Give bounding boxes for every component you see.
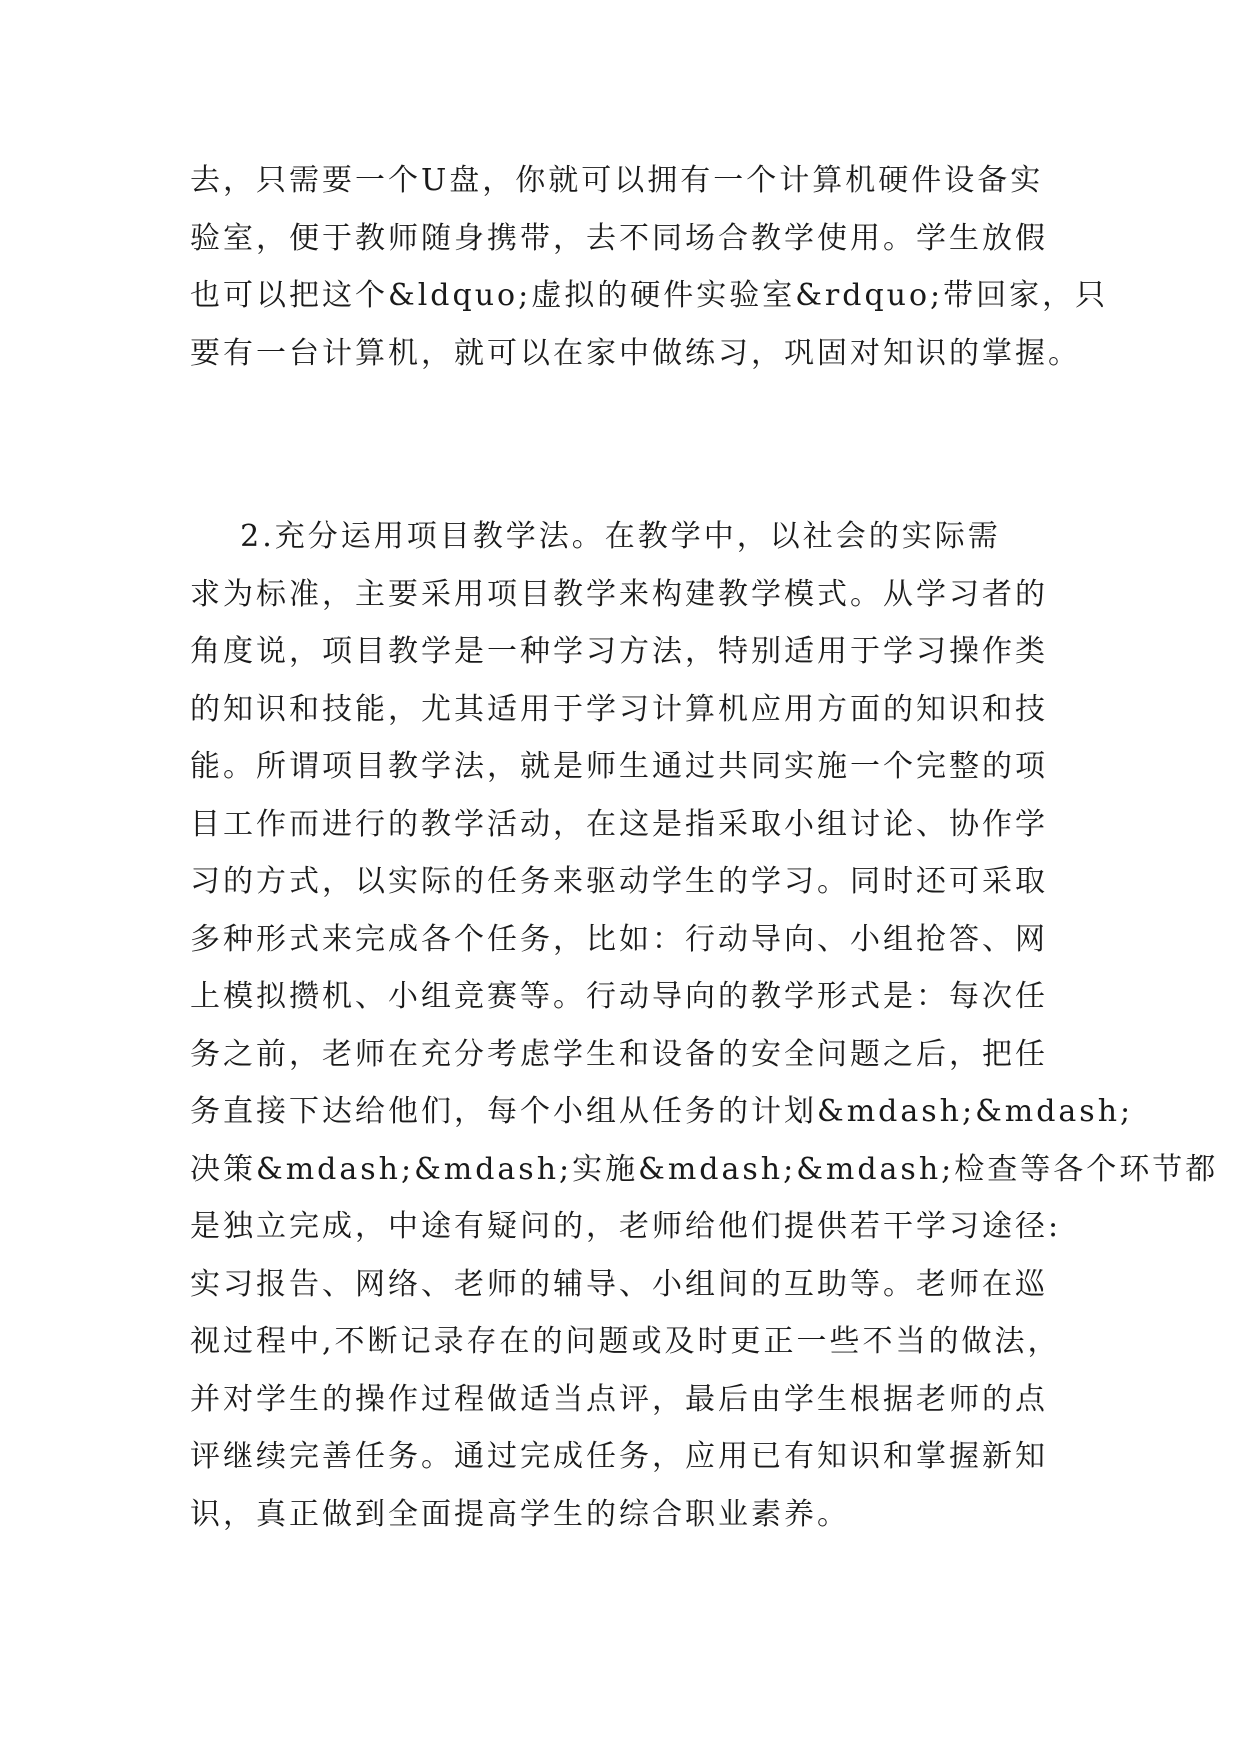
text-line: 也可以把这个&ldquo;虚拟的硬件实验室&rdquo;带回家，只 — [190, 278, 1109, 313]
text-line: 习的方式，以实际的任务来驱动学生的学习。同时还可采取 — [190, 864, 1048, 899]
text-line: 去，只需要一个U盘，你就可以拥有一个计算机硬件设备实 — [190, 163, 1044, 198]
text-line: 验室，便于教师随身携带，去不同场合教学使用。学生放假 — [190, 220, 1048, 256]
text-line: 实习报告、网络、老师的辅导、小组间的互助等。老师在巡 — [190, 1266, 1048, 1302]
text-line: 能。所谓项目教学法，就是师生通过共同实施一个完整的项 — [190, 749, 1048, 784]
text-line: 求为标准，主要采用项目教学来构建教学模式。从学习者的 — [190, 576, 1048, 612]
text-line: 的知识和技能，尤其适用于学习计算机应用方面的知识和技 — [190, 691, 1048, 727]
text-line: 评继续完善任务。通过完成任务，应用已有知识和掌握新知 — [190, 1439, 1048, 1474]
text-line: 识，真正做到全面提高学生的综合职业素养。 — [190, 1496, 850, 1532]
text-line: 角度说，项目教学是一种学习方法，特别适用于学习操作类 — [190, 634, 1048, 669]
paragraph-2 — [190, 508, 1219, 1543]
text-line: 多种形式来完成各个任务，比如：行动导向、小组抢答、网 — [190, 921, 1048, 957]
text-line: 是独立完成，中途有疑问的，老师给他们提供若干学习途径: — [190, 1209, 1062, 1244]
text-line: 务之前，老师在充分考虑学生和设备的安全问题之后，把任 — [190, 1036, 1048, 1072]
text-line: 视过程中,不断记录存在的问题或及时更正一些不当的做法， — [190, 1324, 1061, 1359]
text-line: 上模拟攒机、小组竞赛等。行动导向的教学形式是：每次任 — [190, 979, 1048, 1014]
text-line: 目工作而进行的教学活动，在这是指采取小组讨论、协作学 — [190, 806, 1048, 842]
text-line: 务直接下达给他们，每个小组从任务的计划&mdash;&mdash; — [190, 1094, 1134, 1129]
text-line: 决策&mdash;&mdash;实施&mdash;&mdash;检查等各个环节都 — [190, 1151, 1219, 1187]
text-line: 2.充分运用项目教学法。在教学中，以社会的实际需 — [190, 519, 1001, 554]
text-line: 并对学生的操作过程做适当点评，最后由学生根据老师的点 — [190, 1381, 1048, 1417]
paragraph-1 — [190, 152, 1109, 382]
text-line: 要有一台计算机，就可以在家中做练习，巩固对知识的掌握。 — [190, 335, 1081, 371]
